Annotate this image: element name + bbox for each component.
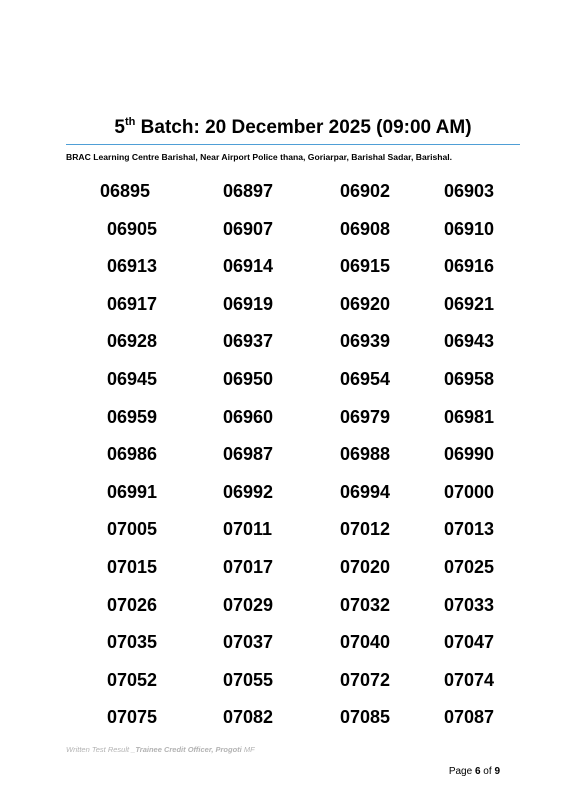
page-of: of (480, 766, 495, 777)
roll-number: 06919 (223, 293, 274, 314)
title-ordinal-suffix: th (125, 115, 136, 128)
roll-number: 06954 (340, 369, 391, 389)
roll-number: 06905 (107, 218, 158, 239)
table-row (0, 667, 566, 693)
roll-number: 06913 (107, 256, 158, 277)
roll-number: 07012 (340, 519, 391, 540)
roll-number: 06988 (340, 444, 391, 465)
roll-number: 07029 (223, 594, 274, 615)
roll-number: 06915 (340, 256, 391, 277)
roll-number: 06986 (107, 444, 158, 465)
page-number (449, 766, 500, 777)
page-total: 9 (494, 766, 500, 777)
title-batch-number: 5 (114, 117, 125, 138)
roll-number: 06910 (444, 218, 495, 239)
roll-number: 07075 (107, 707, 158, 728)
table-row (0, 366, 566, 392)
roll-number: 07015 (107, 557, 158, 577)
roll-number: 06908 (340, 218, 391, 239)
roll-number: 06917 (107, 293, 158, 314)
roll-number: 06920 (340, 293, 391, 314)
roll-number: 06895 (100, 181, 151, 201)
roll-number: 06959 (107, 406, 158, 427)
roll-number: 06987 (223, 444, 274, 465)
table-row (0, 328, 566, 354)
roll-number: 06991 (107, 481, 158, 502)
page-current: 6 (474, 766, 481, 777)
roll-number: 07085 (340, 707, 391, 728)
table-row (0, 479, 566, 505)
roll-number: 06994 (340, 481, 391, 502)
roll-number: 06897 (223, 181, 274, 201)
roll-number: 07026 (107, 594, 158, 615)
roll-number: 07025 (444, 557, 495, 577)
roll-number: 06945 (107, 369, 158, 389)
roll-number: 07017 (223, 557, 274, 577)
roll-number: 07040 (340, 632, 391, 653)
roll-number: 07047 (444, 632, 495, 653)
roll-number: 06990 (444, 444, 495, 465)
table-row (0, 404, 566, 430)
roll-number: 06950 (223, 369, 274, 389)
title-text: Batch: 20 December 2025 (09:00 AM) (135, 117, 472, 138)
table-row (0, 592, 566, 618)
roll-number: 07072 (340, 669, 391, 690)
footer-note-prefix: Written Test Result _ (66, 745, 136, 754)
table-row (0, 704, 566, 730)
roll-number: 07055 (223, 669, 274, 690)
roll-number: 07033 (444, 594, 495, 615)
roll-number: 06960 (223, 406, 274, 427)
roll-number: 06928 (107, 331, 158, 352)
roll-number: 07082 (223, 707, 274, 728)
roll-number: 07011 (223, 519, 273, 540)
roll-number: 06937 (223, 331, 274, 352)
venue-address: BRAC Learning Centre Barishal, Near Airport Police thana, Goriarpar, Barishal Sadar, Barishal. (66, 152, 453, 162)
table-row (0, 441, 566, 467)
roll-number: 06902 (340, 181, 391, 201)
table-row (0, 216, 566, 242)
roll-number: 07074 (444, 669, 495, 690)
roll-number: 07035 (107, 632, 158, 653)
roll-number: 07005 (107, 519, 158, 540)
roll-number: 06939 (340, 331, 391, 352)
roll-number: 06992 (223, 481, 274, 502)
roll-number: 06943 (444, 331, 495, 352)
page-word: Page (448, 766, 475, 777)
roll-number: 07020 (340, 557, 391, 577)
roll-number: 07013 (444, 519, 495, 540)
table-row (0, 554, 566, 580)
roll-number: 06981 (444, 406, 495, 427)
roll-number: 06916 (444, 256, 495, 277)
table-row (0, 291, 566, 317)
roll-number: 06907 (223, 218, 274, 239)
footer-note (66, 745, 255, 754)
roll-number: 06903 (444, 181, 495, 201)
roll-number: 06979 (340, 406, 391, 427)
roll-number: 06914 (223, 256, 274, 277)
table-row (0, 178, 566, 204)
table-row (0, 516, 566, 542)
footer-note-role: Trainee Credit Officer, Progoti (135, 745, 242, 754)
table-row (0, 253, 566, 279)
roll-number: 06958 (444, 369, 495, 389)
roll-number: 07000 (444, 481, 495, 502)
roll-number: 07087 (444, 707, 495, 728)
roll-number: 06921 (444, 293, 495, 314)
roll-number: 07037 (223, 632, 274, 653)
roll-number: 07032 (340, 594, 391, 615)
table-row (0, 629, 566, 655)
roll-number: 07052 (107, 669, 158, 690)
footer-note-suffix: MF (241, 745, 255, 754)
